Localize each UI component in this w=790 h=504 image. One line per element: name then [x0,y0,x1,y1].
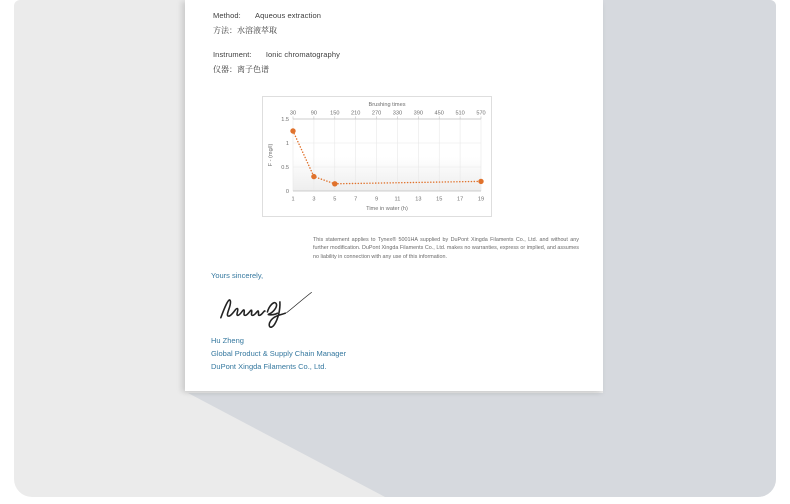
certificate-page [185,0,603,391]
signatory-company: DuPont Xingda Filaments Co., Ltd. [211,362,327,371]
svg-text:Brushing times: Brushing times [368,102,406,108]
chart-svg [263,97,491,216]
svg-text:270: 270 [371,110,382,117]
svg-text:5: 5 [333,196,337,203]
svg-text:90: 90 [310,110,318,117]
instrument-label: Instrument: [213,50,252,59]
svg-text:150: 150 [330,110,340,117]
closing-line: Yours sincerely, [211,271,264,280]
svg-text:9: 9 [374,196,379,203]
signatory-title: Global Product & Supply Chain Manager [211,349,347,358]
svg-text:1: 1 [291,196,295,203]
instrument-cn: 仪器：离子色谱 [213,65,269,74]
svg-text:570: 570 [476,110,486,117]
svg-text:7: 7 [354,196,358,203]
method-value: Aqueous extraction [255,11,322,20]
svg-text:0: 0 [285,189,289,195]
method-row [213,11,321,20]
svg-text:210: 210 [350,110,361,117]
svg-text:19: 19 [477,196,485,203]
svg-text:17: 17 [456,196,464,203]
svg-text:13: 13 [415,196,422,203]
svg-text:390: 390 [413,110,424,117]
fluoride-release-chart [262,96,492,217]
svg-text:15: 15 [436,196,443,203]
svg-text:330: 330 [392,110,403,117]
svg-text:3: 3 [312,196,316,203]
svg-text:450: 450 [434,110,444,117]
instrument-row [213,50,340,59]
svg-text:F - (mg/l): F - (mg/l) [268,143,274,167]
instrument-value: Ionic chromatography [265,50,340,59]
svg-text:Time in water (h): Time in water (h) [366,206,408,212]
svg-text:510: 510 [455,110,465,117]
signature-image [215,286,319,332]
method-cn: 方法：水溶液萃取 [213,26,277,35]
signatory-name: Hu Zheng [211,336,244,345]
method-label: Method: [213,11,241,20]
disclaimer-statement: This statement applies to Tynex® 5001HA supplied by DuPont Xingda Filaments Co., Ltd. and without any further modification. DuPont Xingda Filaments Co., Ltd. makes no warranties, express or implied, and assumes no liability in connection with any use of this information. [313,237,579,260]
svg-text:30: 30 [289,110,297,117]
svg-text:11: 11 [394,196,401,203]
svg-text:1.5: 1.5 [281,117,289,123]
svg-text:0.5: 0.5 [281,165,289,171]
signatory-block [211,334,346,373]
svg-text:1: 1 [285,141,289,147]
